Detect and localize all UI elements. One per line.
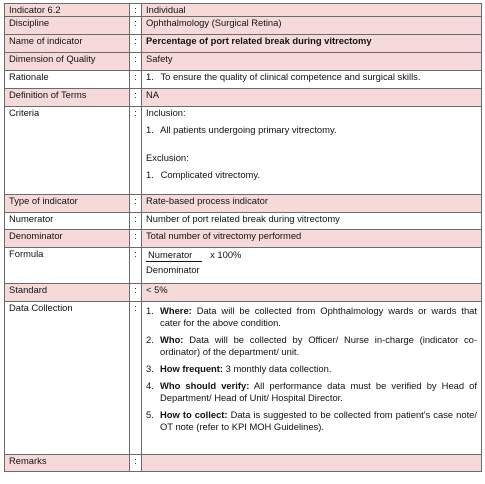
colon: :: [130, 248, 142, 284]
dimension-label: Dimension of Quality: [5, 53, 130, 71]
colon: :: [130, 284, 142, 302]
row-dimension-of-quality: [5, 53, 482, 71]
data-collection-label: Data Collection: [5, 302, 130, 455]
row-denominator: [5, 230, 482, 248]
colon: :: [130, 195, 142, 213]
colon: :: [130, 17, 142, 35]
list-item: 3. How frequent: 3 monthly data collection.: [146, 363, 332, 374]
list-item: 4. Who should verify: All performance data must be verified by Head of Department/ Head of Unit/ Hospital Director.: [146, 380, 477, 403]
colon: :: [130, 107, 142, 195]
row-rationale: [5, 71, 482, 89]
type-label: Type of indicator: [5, 195, 130, 213]
exclusion-item: [146, 169, 477, 181]
kpi-indicator-table: [4, 3, 482, 472]
colon: :: [130, 53, 142, 71]
rationale-value: [142, 71, 482, 89]
list-item: 2. Who: Data will be collected by Officer/ Nurse in-charge (indicator co-ordinator) of the department/ unit.: [146, 334, 477, 357]
row-remarks: [5, 455, 482, 472]
inclusion-number: 1.: [146, 124, 154, 135]
list-item: 1. Where: Data will be collected from Ophthalmology wards or wards that cater for the above condition.: [146, 305, 477, 328]
numerator-value: Number of port related break during vitrectomy: [142, 213, 482, 230]
row-definition-of-terms: [5, 89, 482, 107]
colon: :: [130, 230, 142, 248]
dimension-value: Safety: [142, 53, 482, 71]
formula-numerator: Numerator: [146, 249, 202, 262]
name-of-indicator-label: Name of indicator: [5, 35, 130, 53]
colon: :: [130, 71, 142, 89]
remarks-label: Remarks: [5, 455, 130, 472]
inclusion-item: [146, 124, 477, 136]
indicator-label: Indicator 6.2: [5, 4, 130, 17]
discipline-value: Ophthalmology (Surgical Retina): [142, 17, 482, 35]
name-of-indicator-value: Percentage of port related break during vitrectomy: [142, 35, 482, 53]
criteria-label: Criteria: [5, 107, 130, 195]
type-value: Rate-based process indicator: [142, 195, 482, 213]
row-indicator: [5, 4, 482, 17]
exclusion-number: 1.: [146, 169, 154, 180]
standard-value: < 5%: [142, 284, 482, 302]
row-data-collection: [5, 302, 482, 455]
criteria-value: [142, 107, 482, 195]
formula-denominator: Denominator: [146, 264, 200, 275]
colon: :: [130, 455, 142, 472]
denominator-value: Total number of vitrectomy performed: [142, 230, 482, 248]
row-standard: [5, 284, 482, 302]
denominator-label: Denominator: [5, 230, 130, 248]
indicator-value: Individual: [142, 4, 482, 17]
formula-label: Formula: [5, 248, 130, 284]
exclusion-heading: Exclusion:: [146, 152, 189, 163]
rationale-label: Rationale: [5, 71, 130, 89]
row-type-of-indicator: [5, 195, 482, 213]
data-collection-value: [142, 302, 482, 455]
colon: :: [130, 302, 142, 455]
numerator-label: Numerator: [5, 213, 130, 230]
colon: :: [130, 89, 142, 107]
row-discipline: [5, 17, 482, 35]
row-numerator: [5, 213, 482, 230]
row-formula: [5, 248, 482, 284]
rationale-text: To ensure the quality of clinical competence and surgical skills.: [160, 71, 421, 82]
rationale-number: 1.: [146, 71, 154, 82]
exclusion-text: Complicated vitrectomy.: [160, 169, 260, 180]
formula-multiplier: x 100%: [210, 249, 242, 260]
standard-label: Standard: [5, 284, 130, 302]
colon: :: [130, 4, 142, 17]
colon: :: [130, 213, 142, 230]
list-item: 5. How to collect: Data is suggested to be collected from patient's case note/ OT note (refer to KPI MOH Guidelines).: [146, 409, 477, 432]
inclusion-text: All patients undergoing primary vitrectomy.: [160, 124, 337, 135]
data-collection-list: [146, 305, 477, 433]
definition-value: NA: [142, 89, 482, 107]
row-criteria: [5, 107, 482, 195]
discipline-label: Discipline: [5, 17, 130, 35]
inclusion-heading: Inclusion:: [146, 107, 186, 118]
colon: :: [130, 35, 142, 53]
formula-value: [142, 248, 482, 284]
remarks-value: [142, 455, 482, 472]
row-name-of-indicator: [5, 35, 482, 53]
definition-label: Definition of Terms: [5, 89, 130, 107]
